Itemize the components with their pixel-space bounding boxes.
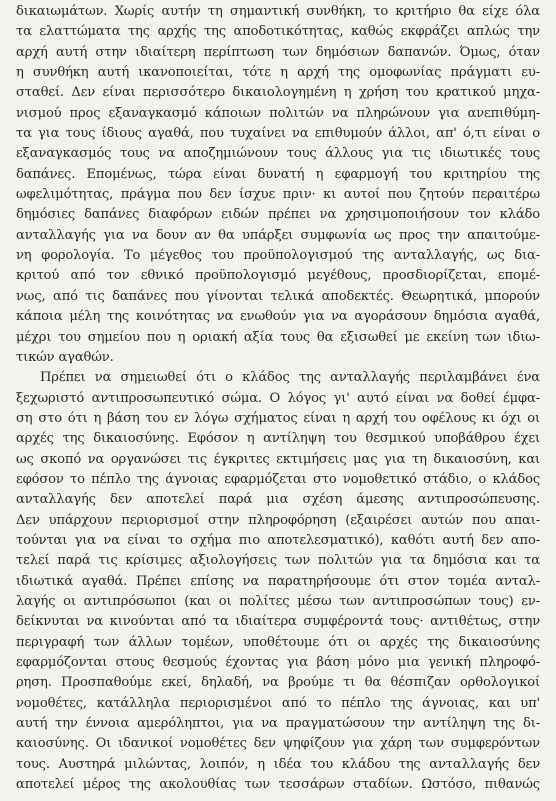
text-line: ανταλλαγής για να δουν αν θα υπάρξει συμφωνία ως προς την απαιτούμε- xyxy=(16,227,540,243)
text-line: εξαναγκασμός τους να αποζημιώνουν τους άλλους για τις ιδιωτικές τους xyxy=(16,146,540,162)
text-line: αποτελεί μέρος της ακολουθίας των τεσσάρων σταδίων. Ωστόσο, πιθανώς xyxy=(16,777,540,793)
text-line: σταθεί. Δεν είναι περισσότερο δικαιολογημένη η χρήση του κρατικού μηχα- xyxy=(16,85,540,101)
paragraph-2 xyxy=(16,368,540,795)
text-line: νη φορολογία. Το μέγεθος του προϋπολογισμού της ανταλλαγής, ως δια- xyxy=(16,248,540,264)
text-line: ανταλλαγής δεν αποτελεί παρά μια σχέση άμεσης αντιπροσώπευσης. xyxy=(16,492,540,508)
text-line: νομοθέτες, κατάλληλα περιορισμένοι από το πέπλο της άγνοιας, και υπ' xyxy=(16,695,540,711)
text-line: τα ελαττώματα της αρχής της αποδοτικότητας, καθώς εκφράζει απλώς την xyxy=(16,24,540,40)
text-line: εφαρμόζονται στους θεσμούς έχοντας για βάση μόνο μια γενική πληροφό- xyxy=(16,655,540,670)
text-line: αρχές της δικαιοσύνης. Εφόσον η αντίληψη του θεσμικού υποβάθρου έχει xyxy=(16,431,540,447)
text-line: κριτού από τον εθνικό προϋπολογισμό μεγέθους, προσδιορίζεται, επομέ- xyxy=(16,268,540,284)
text-line: ρηση. Προσπαθούμε εκεί, δηλαδή, να βρούμε τι θα θέσπιζαν ορθολογικοί xyxy=(16,675,540,691)
text-line: τούνται για να είναι το σχήμα πιο αποτελεσματικό), καθότι αυτή δεν απο- xyxy=(16,532,540,548)
text-line: η συνθήκη αυτή ικανοποιείται, τότε η αρχή της ομοφωνίας πράγματι ευ- xyxy=(16,65,540,81)
text-line: Πρέπει να σημειωθεί ότι ο κλάδος της ανταλλαγής περιλαμβάνει ένα xyxy=(40,370,540,386)
text-line: αρχή αυτή στην ιδιαίτερη περίπτωση των δημόσιων δαπανών. Όμως, όταν xyxy=(16,44,540,60)
text-line: Δεν υπάρχουν περιορισμοί στην πληροφόρηση (εξαιρέσει αυτών που απαι- xyxy=(16,512,540,528)
text-line: τα για τους ίδιους αγαθά, που τυχαίνει να επιθυμούν άλλοι, απ' ό,τι είναι ο xyxy=(16,126,540,142)
text-line: ση στο ότι η βάση του εν λόγω σχήματος είναι η αρχή του οφέλους κι όχι οι xyxy=(16,410,540,426)
text-line: ωφελιμότητας, πράγμα που δεν ίσχυε πριν· κι αυτοί που ζητούν περαιτέρω xyxy=(16,187,540,203)
text-line: νως, από τις δαπάνες που γίνονται τελικά αποδεκτές. Θεωρητικά, μπορούν xyxy=(16,288,540,304)
text-line: εφόσον το πέπλο της άγνοιας εφαρμόζεται στο νομοθετικό στάδιο, ο κλάδος xyxy=(16,471,540,487)
text-line: δικαιωμάτων. Χωρίς αυτήν τη σημαντική συνθήκη, το κριτήριο θα είχε όλα xyxy=(16,4,540,19)
text-line: δημόσιες δαπάνες διαφόρων ειδών πρέπει να χρησιμοποιήσουν τον κλάδο xyxy=(16,207,540,223)
text-line: αυτή την έννοια αμερόληπτοι, για να πραγματώσουν την αντίληψη της δι- xyxy=(16,716,540,732)
text-line: ως σκοπό να οργανώσει τις έγκριτες εκτιμήσεις μας για τη δικαιοσύνη, και xyxy=(16,451,540,467)
text-line: ιδιωτικά αγαθά. Πρέπει επίσης να παρατηρήσουμε ότι στον τομέα ανταλ- xyxy=(16,573,540,589)
text-line: δαπάνες. Επομένως, τώρα είναι δυνατή η εφαρμογή του κριτηρίου της xyxy=(16,166,540,182)
text-line: καιοσύνης. Οι ιδανικοί νομοθέτες δεν ψηφίζουν για χάρη των συμφερόντων xyxy=(16,736,540,752)
text-line: τελεί παρά τις κρίσιμες αξιολογήσεις των πολιτών για τα δημόσια και τα xyxy=(16,553,540,569)
book-text xyxy=(16,2,540,795)
text-line: κάποια μέλη της κοινότητας να ενωθούν για να αγοράσουν δημόσια αγαθά, xyxy=(16,309,540,325)
text-line: δείκνυται να κινούνται από τα ιδιαίτερα συμφέροντά τους· αντιθέτως, στην xyxy=(16,614,540,630)
text-line: τικών αγαθών. xyxy=(16,349,114,365)
text-line: ξεχωριστό αντιπροσωπευτικό σώμα. Ο λόγος γι' αυτό είναι να δοθεί έμφα- xyxy=(16,390,540,406)
paragraph-1 xyxy=(16,2,540,368)
text-line: περιγραφή των άλλων τομέων, υποθέτουμε ότι οι αρχές της δικαιοσύνης xyxy=(16,634,540,650)
text-line: λαγής οι αντιπρόσωποι (και οι πολίτες μέσω των αντιπροσώπων τους) εν- xyxy=(16,593,540,609)
text-line: μέχρι του σημείου που η οριακή αξία τους θα εξισωθεί με εκείνη των ιδιω- xyxy=(16,329,540,345)
text-line: νισμού προς εξαναγκασμό κάποιων πολιτών να πληρώνουν για ανεπιθύμη- xyxy=(16,105,540,121)
text-line: τους. Αυστηρά μιλώντας, λοιπόν, η ιδέα του κλάδου της ανταλλαγής δεν xyxy=(16,756,540,772)
